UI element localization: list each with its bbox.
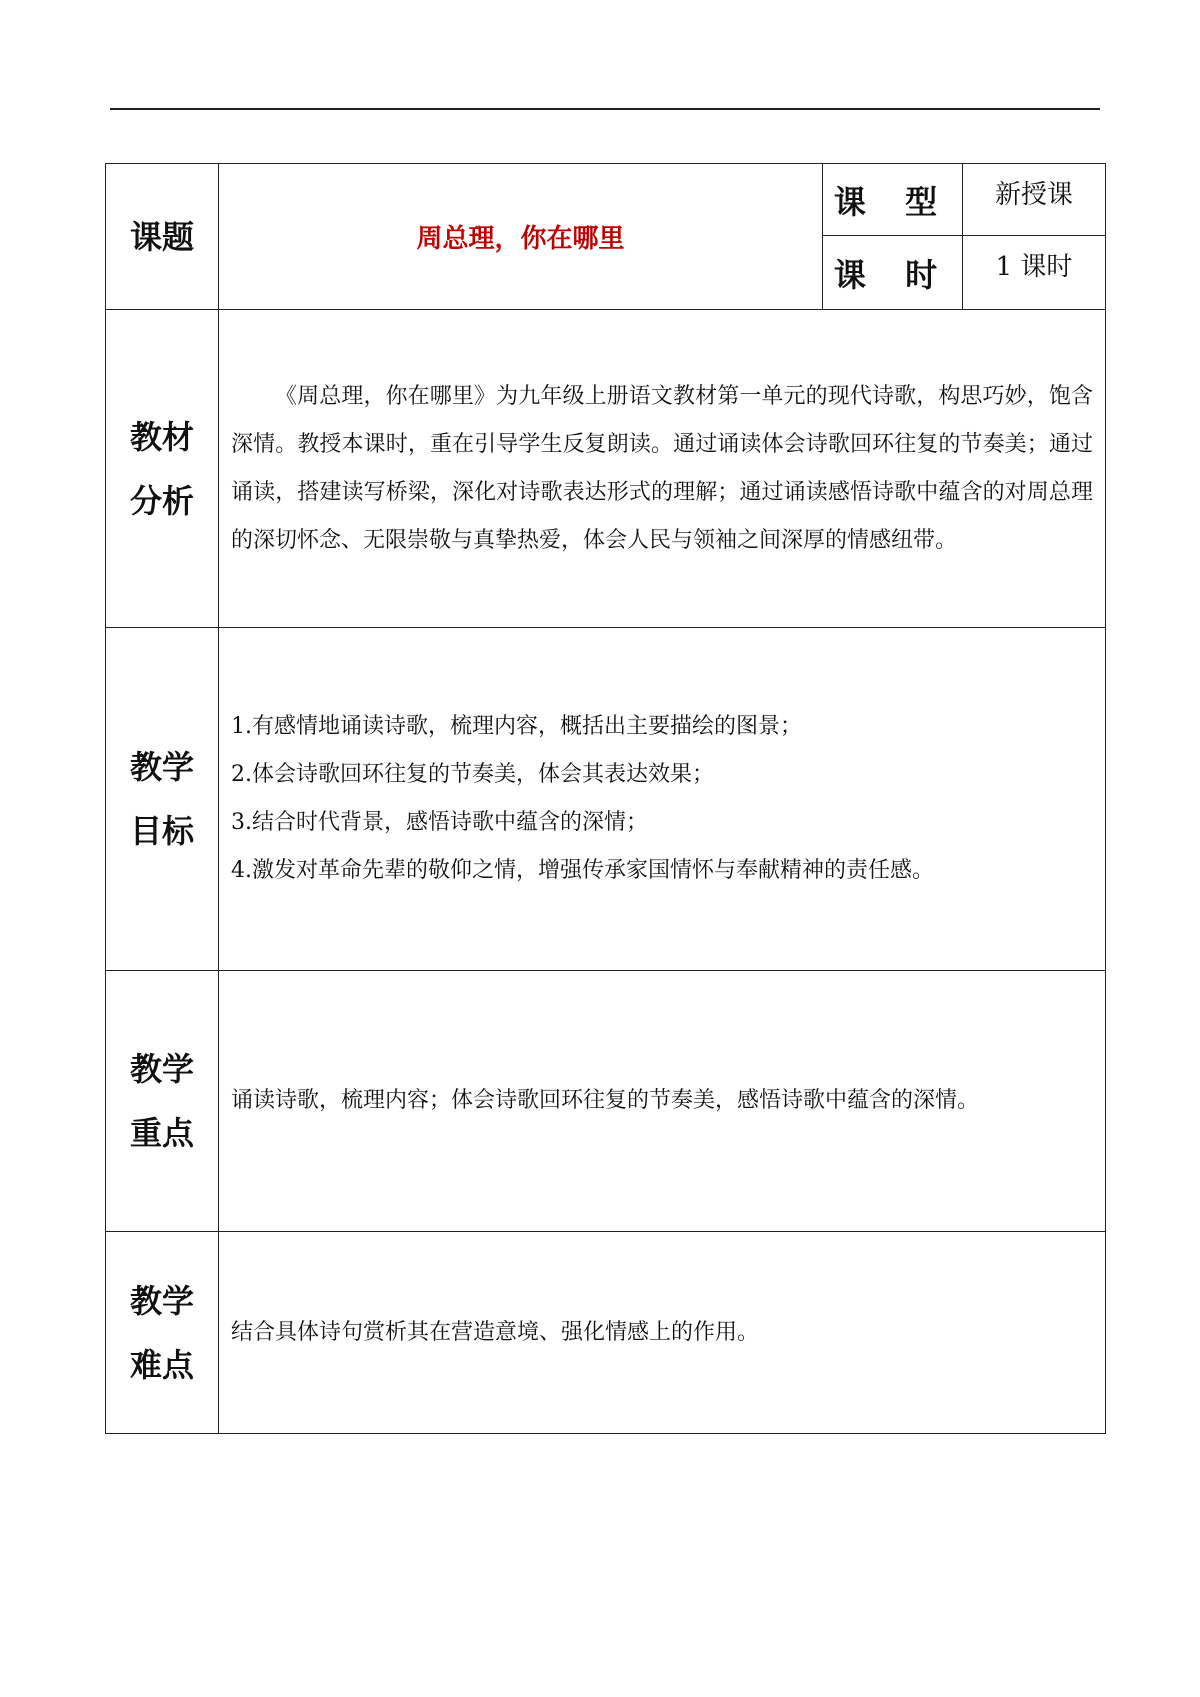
analysis-content — [219, 310, 1106, 628]
goals-label — [106, 628, 219, 971]
lesson-hours-label: 课 时 — [823, 236, 963, 310]
lesson-title: 周总理，你在哪里 — [219, 164, 823, 310]
key-points-label — [106, 971, 219, 1232]
topic-label: 课题 — [106, 164, 219, 310]
goals-label-line1: 教学 — [129, 748, 194, 786]
difficulties-label-line2: 难点 — [129, 1345, 194, 1384]
header-rule — [110, 108, 1100, 110]
analysis-label — [106, 310, 219, 628]
key-points-label-line2: 重点 — [129, 1114, 194, 1152]
analysis-label-line2: 分析 — [129, 481, 194, 520]
goals-content — [219, 628, 1106, 971]
analysis-label-line1: 教材 — [129, 417, 194, 456]
lesson-type-label: 课 型 — [823, 164, 963, 236]
difficulties-label — [106, 1232, 219, 1434]
goal-item: 4.激发对革命先辈的敬仰之情，增强传承家国情怀与奉献精神的责任感。 — [231, 858, 934, 883]
lesson-hours-value: 1 课时 — [963, 236, 1106, 310]
lesson-type-value: 新授课 — [963, 164, 1106, 236]
goal-item: 1.有感情地诵读诗歌，梳理内容，概括出主要描绘的图景； — [231, 714, 802, 739]
difficulties-text: 结合具体诗句赏析其在营造意境、强化情感上的作用。 — [231, 1319, 760, 1345]
key-points-text: 诵读诗歌，梳理内容；体会诗歌回环往复的节奏美，感悟诗歌中蕴含的深情。 — [231, 1088, 980, 1113]
key-points-label-line1: 教学 — [129, 1050, 194, 1088]
goal-item: 3.结合时代背景，感悟诗歌中蕴含的深情； — [231, 810, 648, 835]
key-points-content — [219, 971, 1106, 1232]
difficulties-label-line1: 教学 — [129, 1281, 194, 1320]
goals-label-line2: 目标 — [129, 812, 194, 850]
analysis-text: 《周总理，你在哪里》为九年级上册语文教材第一单元的现代诗歌，构思巧妙，饱含深情。教授本课时，重在引导学生反复朗读。通过诵读体会诗歌回环往复的节奏美；通过诵读，搭建读写桥梁，深化对诗歌表达形式的理解；通过诵读感悟诗歌中蕴含的对周总理的深切怀念、无限崇敬与真挚热爱，体会人民与领袖之间深厚的情感纽带。 — [231, 383, 1093, 553]
goal-item: 2.体会诗歌回环往复的节奏美，体会其表达效果； — [231, 762, 714, 787]
lesson-plan-table — [105, 163, 1106, 1434]
difficulties-content — [219, 1232, 1106, 1434]
